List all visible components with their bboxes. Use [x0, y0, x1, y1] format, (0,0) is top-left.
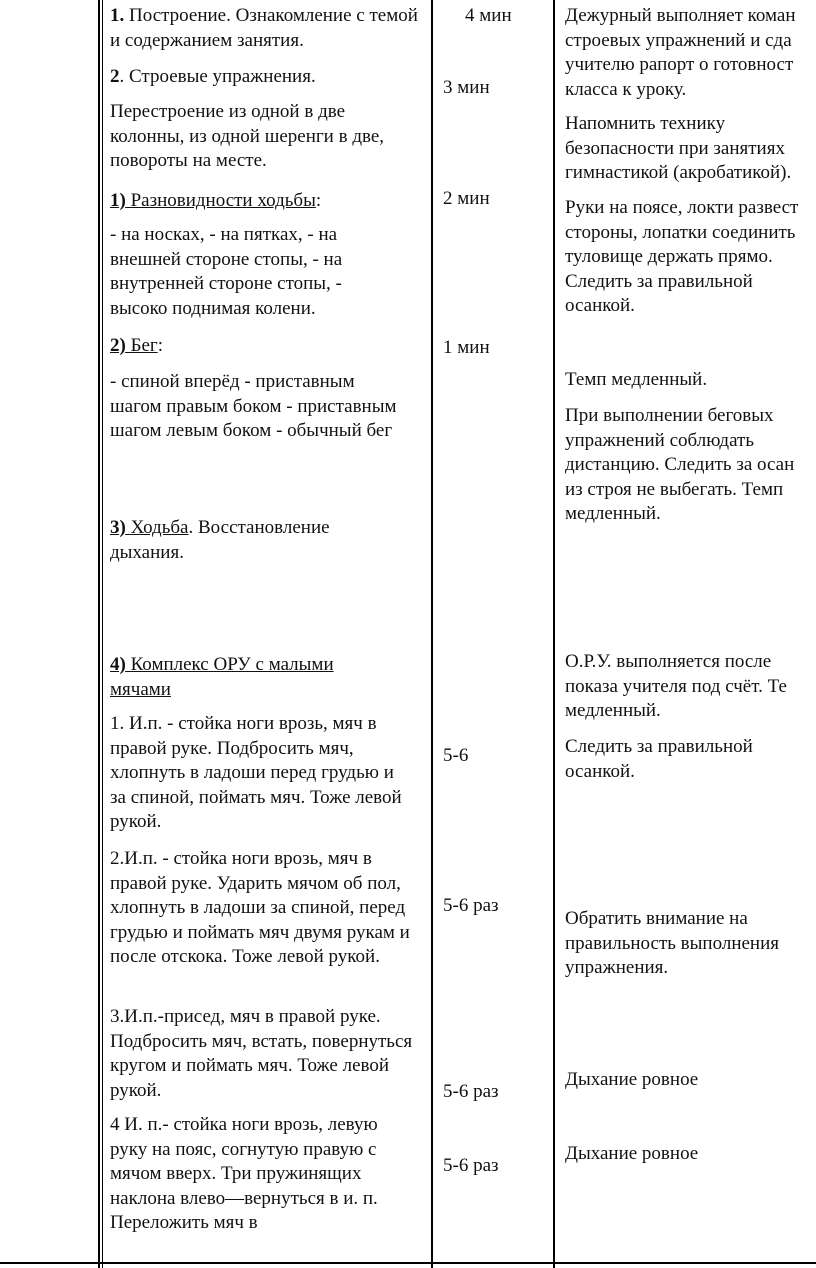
- walking-recovery: 3) Ходьба. Восстановление дыхания.: [110, 517, 330, 563]
- item-title: Разновидности ходьбы: [130, 190, 316, 211]
- note-6: О.Р.У. выполняется после показа учителя под счёт. Те медленный.: [565, 651, 787, 721]
- exercise-3: 3.И.п.-присед, мяч в правой руке. Подбросить мяч, встать, повернуться кругом и поймать мяч. Тоже левой рукой.: [110, 1006, 413, 1101]
- running-list: - спиной вперёд - приставным шагом правым боком - приставным шагом левым боком - обычный бег: [110, 371, 397, 441]
- walking-heading: 1) Разновидности ходьбы:: [110, 190, 322, 211]
- item-text: . Строевые упражнения.: [119, 66, 316, 87]
- dosage-7: 5-6 раз: [443, 1081, 499, 1102]
- item-number: 1.: [110, 5, 125, 26]
- dosage-2: 3 мин: [443, 77, 490, 98]
- running-heading: 2) Бег:: [110, 335, 163, 356]
- item-number: 2): [110, 335, 126, 356]
- note-9: Дыхание ровное: [565, 1069, 699, 1090]
- item-number: 4): [110, 654, 126, 675]
- exercise-1: 1. И.п. - стойка ноги врозь, мяч в правой руке. Подбросить мяч, хлопнуть в ладоши перед грудью и за спиной, поймать мяч. Тоже левой рукой.: [110, 713, 402, 832]
- section-drill: [110, 65, 420, 90]
- dosage-1: 4 мин: [465, 5, 512, 26]
- note-7: Следить за правильной осанкой.: [565, 736, 753, 782]
- note-4: Темп медленный.: [565, 369, 708, 390]
- item-title: Комплекс ОРУ с малыми мячами: [110, 654, 334, 700]
- note-1: Дежурный выполняет коман строевых упражнений и сда учителю рапорт о готовност класса к уроку.: [565, 5, 796, 100]
- exercise-2: 2.И.п. - стойка ноги врозь, мяч в правой руке. Ударить мячом об пол, хлопнуть в ладоши за спиной, перед грудью и поймать мяч двумя рукам и после отскока. Тоже левой рукой.: [110, 848, 410, 967]
- item-text: Построение. Ознакомление с темой и содержанием занятия.: [110, 5, 418, 51]
- item-number: 2: [110, 66, 120, 87]
- notes-column: [555, 0, 816, 1268]
- walking-list: - на носках, - на пятках, - на внешней стороне стопы, - на внутренней стороне стопы, - высоко поднимая колени.: [110, 224, 343, 319]
- dosage-5: 5-6: [443, 745, 469, 766]
- exercise-4: 4 И. п.- стойка ноги врозь, левую руку на пояс, согнутую правую с мячом вверх. Три пружинящих наклона влево—вернуться в и. п. Переложить мяч в: [110, 1114, 378, 1233]
- item-number: 3): [110, 517, 126, 538]
- dosage-3: 2 мин: [443, 188, 490, 209]
- dosage-column: [433, 0, 553, 1268]
- dosage-6: 5-6 раз: [443, 895, 499, 916]
- dosage-4: 1 мин: [443, 337, 490, 358]
- note-2: Напомнить технику безопасности при занятиях гимнастикой (акробатикой).: [565, 113, 792, 183]
- content-column: [100, 0, 430, 1268]
- item-title: Ходьба: [130, 517, 189, 538]
- note-8: Обратить внимание на правильность выполнения упражнения.: [565, 908, 779, 978]
- item-title: Бег: [130, 335, 158, 356]
- section-build: [110, 4, 420, 53]
- oru-heading: [110, 653, 390, 702]
- dosage-8: 5-6 раз: [443, 1155, 499, 1176]
- note-5: При выполнении беговых упражнений соблюдать дистанцию. Следить за осан из строя не выбегать. Темп медленный.: [565, 405, 795, 524]
- item-number: 1): [110, 190, 126, 211]
- note-3: Руки на поясе, локти развест стороны, лопатки соединить туловище держать прямо. Следить за правильной осанкой.: [565, 197, 799, 316]
- note-10: Дыхание ровное: [565, 1143, 699, 1164]
- drill-description: Перестроение из одной в две колонны, из одной шеренги в две, повороты на месте.: [110, 101, 385, 171]
